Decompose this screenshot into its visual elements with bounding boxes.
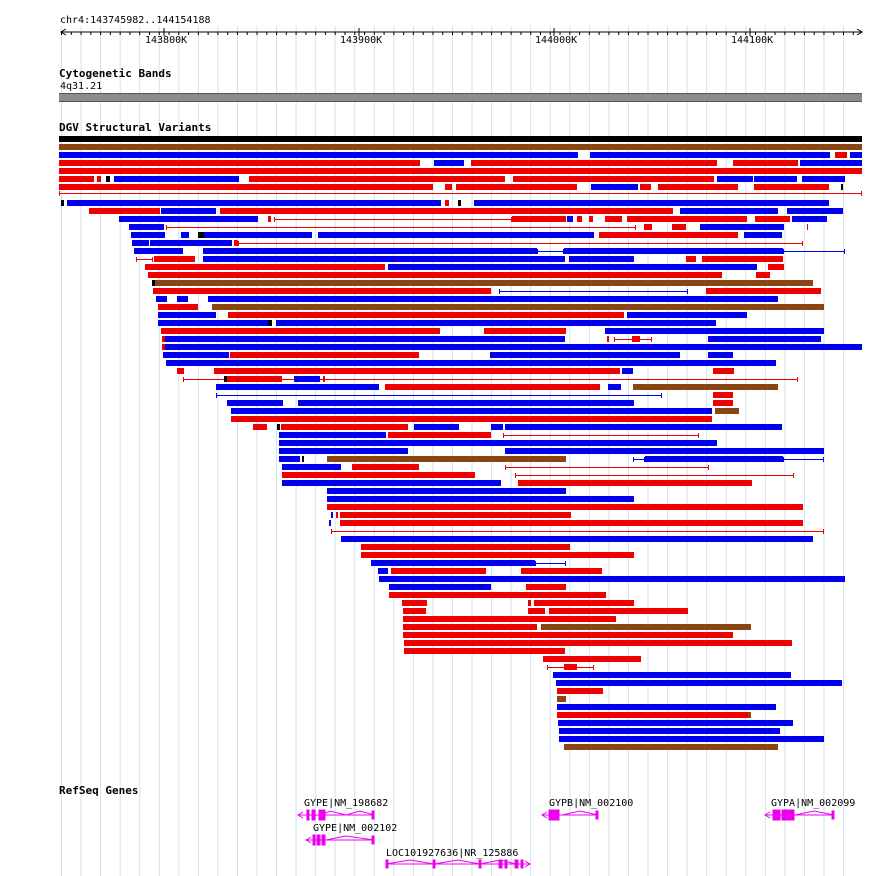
gene-model-gypb[interactable] (542, 810, 598, 820)
ruler-tick-label: 144100K (731, 35, 774, 46)
ruler-tick-label: 143800K (145, 35, 188, 46)
gene-label-gypa-nm002099[interactable]: GYPA|NM_002099 (771, 798, 856, 809)
gene-model-gype-nm002102[interactable] (306, 835, 374, 845)
gene-model-gypa[interactable] (765, 810, 834, 820)
cytoband-track-title: Cytogenetic Bands (59, 67, 172, 80)
gene-model-gype-nm198682[interactable] (298, 810, 374, 820)
ruler-tick-label: 144000K (535, 35, 578, 46)
gene-model-loc101927636[interactable] (386, 860, 530, 868)
ruler-tick-label: 143900K (340, 35, 383, 46)
gene-label-gype-nm198682[interactable]: GYPE|NM_198682 (304, 798, 389, 809)
gene-label-loc101927636[interactable]: LOC101927636|NR_125886 (386, 848, 519, 859)
cytoband-name: 4q31.21 (60, 81, 103, 92)
gene-label-gype-nm002102[interactable]: GYPE|NM_002102 (313, 823, 398, 834)
location-label: chr4:143745982..144154188 (60, 15, 211, 26)
dgv-track-title: DGV Structural Variants (59, 121, 212, 134)
refseq-track-title: RefSeq Genes (59, 784, 139, 797)
gene-label-gypb-nm002100[interactable]: GYPB|NM_002100 (549, 798, 634, 809)
